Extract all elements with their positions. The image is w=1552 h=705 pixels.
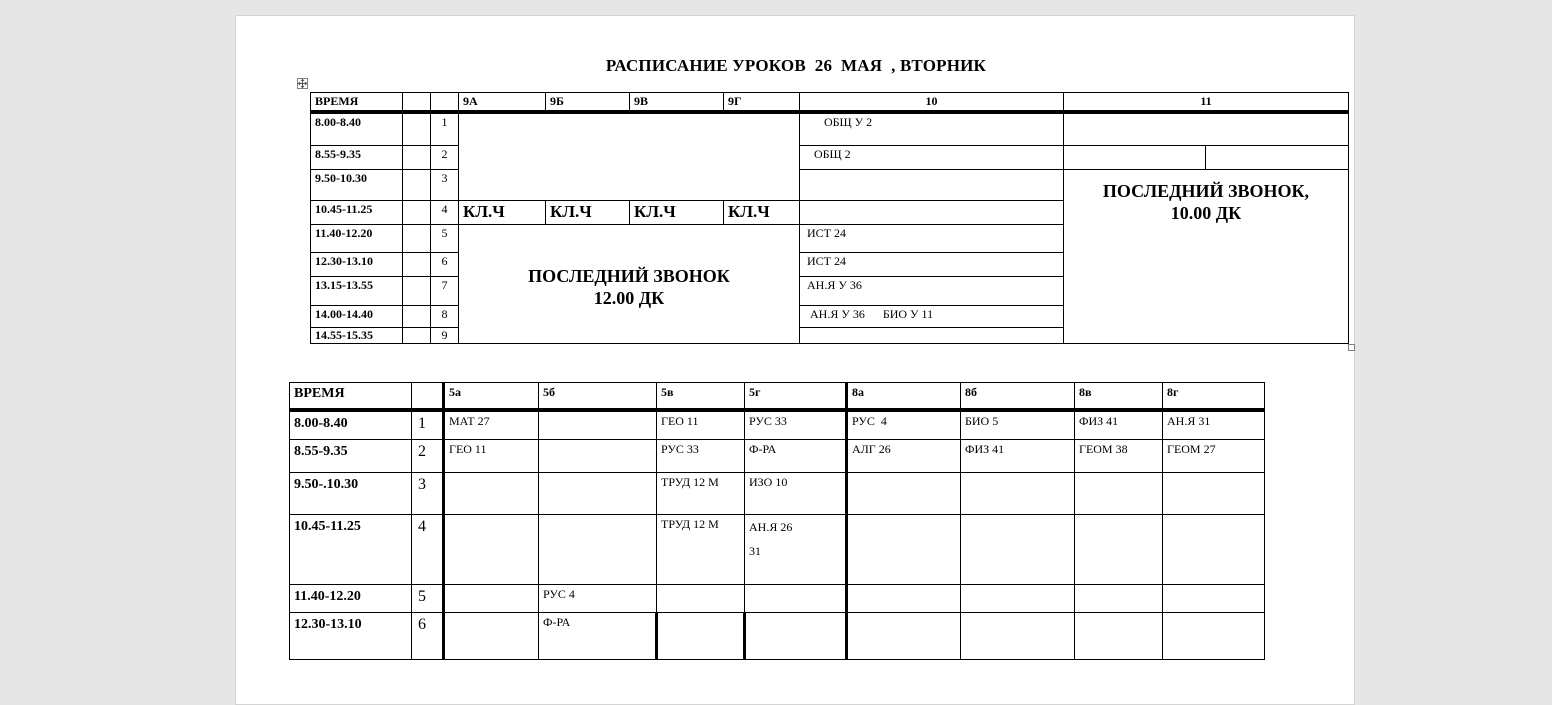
last-bell-9 [459, 225, 800, 344]
lesson-cell: ОБЩ 2 [800, 146, 1064, 170]
lesson-cell: АЛГ 26 [847, 440, 961, 473]
header-cell [403, 93, 431, 112]
class-hour-9v: КЛ.Ч [630, 201, 724, 225]
header-cell: 9А [459, 93, 546, 112]
lesson-cell [1163, 585, 1265, 613]
lesson-number: 1 [431, 112, 459, 146]
last-bell-9-text: ПОСЛЕДНИЙ ЗВОНОК 12.00 ДК [528, 265, 730, 308]
table-row [311, 112, 1349, 146]
empty-cell [403, 306, 431, 328]
lesson-cell [444, 473, 539, 515]
empty-cell [403, 253, 431, 277]
lesson-cell [444, 613, 539, 660]
header-cell: 8а [847, 383, 961, 410]
lesson-cell [539, 473, 657, 515]
last-bell-11-text: ПОСЛЕДНИЙ ЗВОНОК, 10.00 ДК [1102, 181, 1310, 223]
lesson-cell [847, 613, 961, 660]
empty-cell [403, 112, 431, 146]
lesson-cell [847, 473, 961, 515]
lesson-cell [539, 515, 657, 585]
empty-cell [403, 328, 431, 344]
time-cell: 13.15-13.55 [311, 277, 403, 306]
header-cell: ВРЕМЯ [311, 93, 403, 112]
lesson-cell: ИСТ 24 [800, 253, 1064, 277]
table-row [290, 613, 1265, 660]
lesson-cell [800, 328, 1064, 344]
time-cell: 9.50-10.30 [311, 170, 403, 201]
lesson-number: 4 [431, 201, 459, 225]
lesson-cell [800, 201, 1064, 225]
page-title: РАСПИСАНИЕ УРОКОВ 26 МАЯ , ВТОРНИК [605, 56, 987, 75]
lesson-number: 5 [412, 585, 444, 613]
lesson-cell: АН.Я У 36 БИО У 11 [800, 306, 1064, 328]
table-header-row [311, 93, 1349, 112]
lesson-cell [847, 585, 961, 613]
lesson-number: 2 [431, 146, 459, 170]
header-cell: ВРЕМЯ [290, 383, 412, 410]
lesson-cell: РУС 33 [657, 440, 745, 473]
lesson-cell [1064, 146, 1206, 170]
lesson-cell [539, 410, 657, 440]
lesson-cell: ГЕО 11 [657, 410, 745, 440]
lesson-cell: РУС 33 [745, 410, 847, 440]
table-header-row [290, 383, 1265, 410]
lesson-cell [444, 515, 539, 585]
header-cell: 9Б [546, 93, 630, 112]
time-cell: 8.00-8.40 [311, 112, 403, 146]
time-cell: 9.50-.10.30 [290, 473, 412, 515]
lesson-cell: РУС 4 [539, 585, 657, 613]
lesson-cell [1075, 473, 1163, 515]
table-row [290, 410, 1265, 440]
lesson-cell [961, 613, 1075, 660]
lesson-cell [444, 585, 539, 613]
lesson-cell [1163, 473, 1265, 515]
lesson-number: 3 [431, 170, 459, 201]
header-cell [431, 93, 459, 112]
header-cell: 10 [800, 93, 1064, 112]
lesson-cell: ФИЗ 41 [1075, 410, 1163, 440]
header-cell: 8б [961, 383, 1075, 410]
schedule-table-senior [310, 92, 1349, 344]
header-cell: 5в [657, 383, 745, 410]
lesson-cell: Ф-РА [745, 440, 847, 473]
lesson-cell [539, 440, 657, 473]
lesson-cell: АН.Я У 36 [800, 277, 1064, 306]
lesson-cell: ОБЩ У 2 [800, 112, 1064, 146]
lesson-cell: Ф-РА [539, 613, 657, 660]
time-cell: 12.30-13.10 [311, 253, 403, 277]
table-row [290, 515, 1265, 585]
lesson-cell [961, 515, 1075, 585]
time-cell: 8.55-9.35 [290, 440, 412, 473]
lesson-number: 7 [431, 277, 459, 306]
table-move-handle-icon[interactable] [297, 78, 308, 89]
class-hour-9a: КЛ.Ч [459, 201, 546, 225]
lesson-cell [657, 585, 745, 613]
class-hour-9b: КЛ.Ч [546, 201, 630, 225]
lesson-cell [1075, 515, 1163, 585]
header-cell: 5г [745, 383, 847, 410]
empty-cell [403, 170, 431, 201]
lesson-cell [1163, 613, 1265, 660]
lesson-cell: БИО 5 [961, 410, 1075, 440]
header-cell: 5а [444, 383, 539, 410]
header-cell: 5б [539, 383, 657, 410]
empty-cell [403, 201, 431, 225]
lesson-cell [1206, 146, 1349, 170]
time-cell: 14.00-14.40 [311, 306, 403, 328]
table-resize-handle[interactable] [1348, 344, 1355, 351]
time-cell: 8.55-9.35 [311, 146, 403, 170]
class-hour-9g: КЛ.Ч [724, 201, 800, 225]
table-row [290, 585, 1265, 613]
lesson-number: 3 [412, 473, 444, 515]
time-cell: 14.55-15.35 [311, 328, 403, 344]
document-page [235, 15, 1355, 705]
header-cell: 11 [1064, 93, 1349, 112]
time-cell: 12.30-13.10 [290, 613, 412, 660]
time-cell: 10.45-11.25 [311, 201, 403, 225]
time-cell: 8.00-8.40 [290, 410, 412, 440]
lesson-cell: ГЕОМ 27 [1163, 440, 1265, 473]
table-row [290, 440, 1265, 473]
lesson-cell [1075, 613, 1163, 660]
lesson-cell [1163, 515, 1265, 585]
lesson-cell [657, 613, 745, 660]
lesson-cell [745, 613, 847, 660]
lesson-number: 6 [412, 613, 444, 660]
lesson-cell: ТРУД 12 М [657, 473, 745, 515]
empty-cell [403, 225, 431, 253]
lesson-cell [1064, 112, 1349, 146]
lesson-cell: АН.Я 26 31 [745, 515, 847, 585]
lesson-cell [800, 170, 1064, 201]
empty-cell [403, 146, 431, 170]
schedule-table-junior [289, 382, 1265, 660]
empty-cell [403, 277, 431, 306]
lesson-number: 5 [431, 225, 459, 253]
lesson-number: 6 [431, 253, 459, 277]
lesson-cell [961, 473, 1075, 515]
lesson-cell [1075, 585, 1163, 613]
time-cell: 11.40-12.20 [290, 585, 412, 613]
time-cell: 11.40-12.20 [311, 225, 403, 253]
table-row [290, 473, 1265, 515]
lesson-cell: ФИЗ 41 [961, 440, 1075, 473]
lesson-cell: ИЗО 10 [745, 473, 847, 515]
last-bell-11 [1064, 170, 1349, 344]
lesson-cell: АН.Я 31 [1163, 410, 1265, 440]
lesson-cell: ГЕО 11 [444, 440, 539, 473]
lesson-number: 9 [431, 328, 459, 344]
header-cell: 9В [630, 93, 724, 112]
header-cell: 9Г [724, 93, 800, 112]
lesson-cell [961, 585, 1075, 613]
lesson-cell [847, 515, 961, 585]
lesson-number: 1 [412, 410, 444, 440]
header-cell [412, 383, 444, 410]
lesson-cell: МАТ 27 [444, 410, 539, 440]
lesson-cell: РУС 4 [847, 410, 961, 440]
header-cell: 8г [1163, 383, 1265, 410]
lesson-number: 4 [412, 515, 444, 585]
empty-block [459, 112, 800, 201]
lesson-cell: ИСТ 24 [800, 225, 1064, 253]
lesson-cell [745, 585, 847, 613]
lesson-cell: ТРУД 12 М [657, 515, 745, 585]
lesson-cell: ГЕОМ 38 [1075, 440, 1163, 473]
lesson-number: 2 [412, 440, 444, 473]
lesson-number: 8 [431, 306, 459, 328]
header-cell: 8в [1075, 383, 1163, 410]
time-cell: 10.45-11.25 [290, 515, 412, 585]
